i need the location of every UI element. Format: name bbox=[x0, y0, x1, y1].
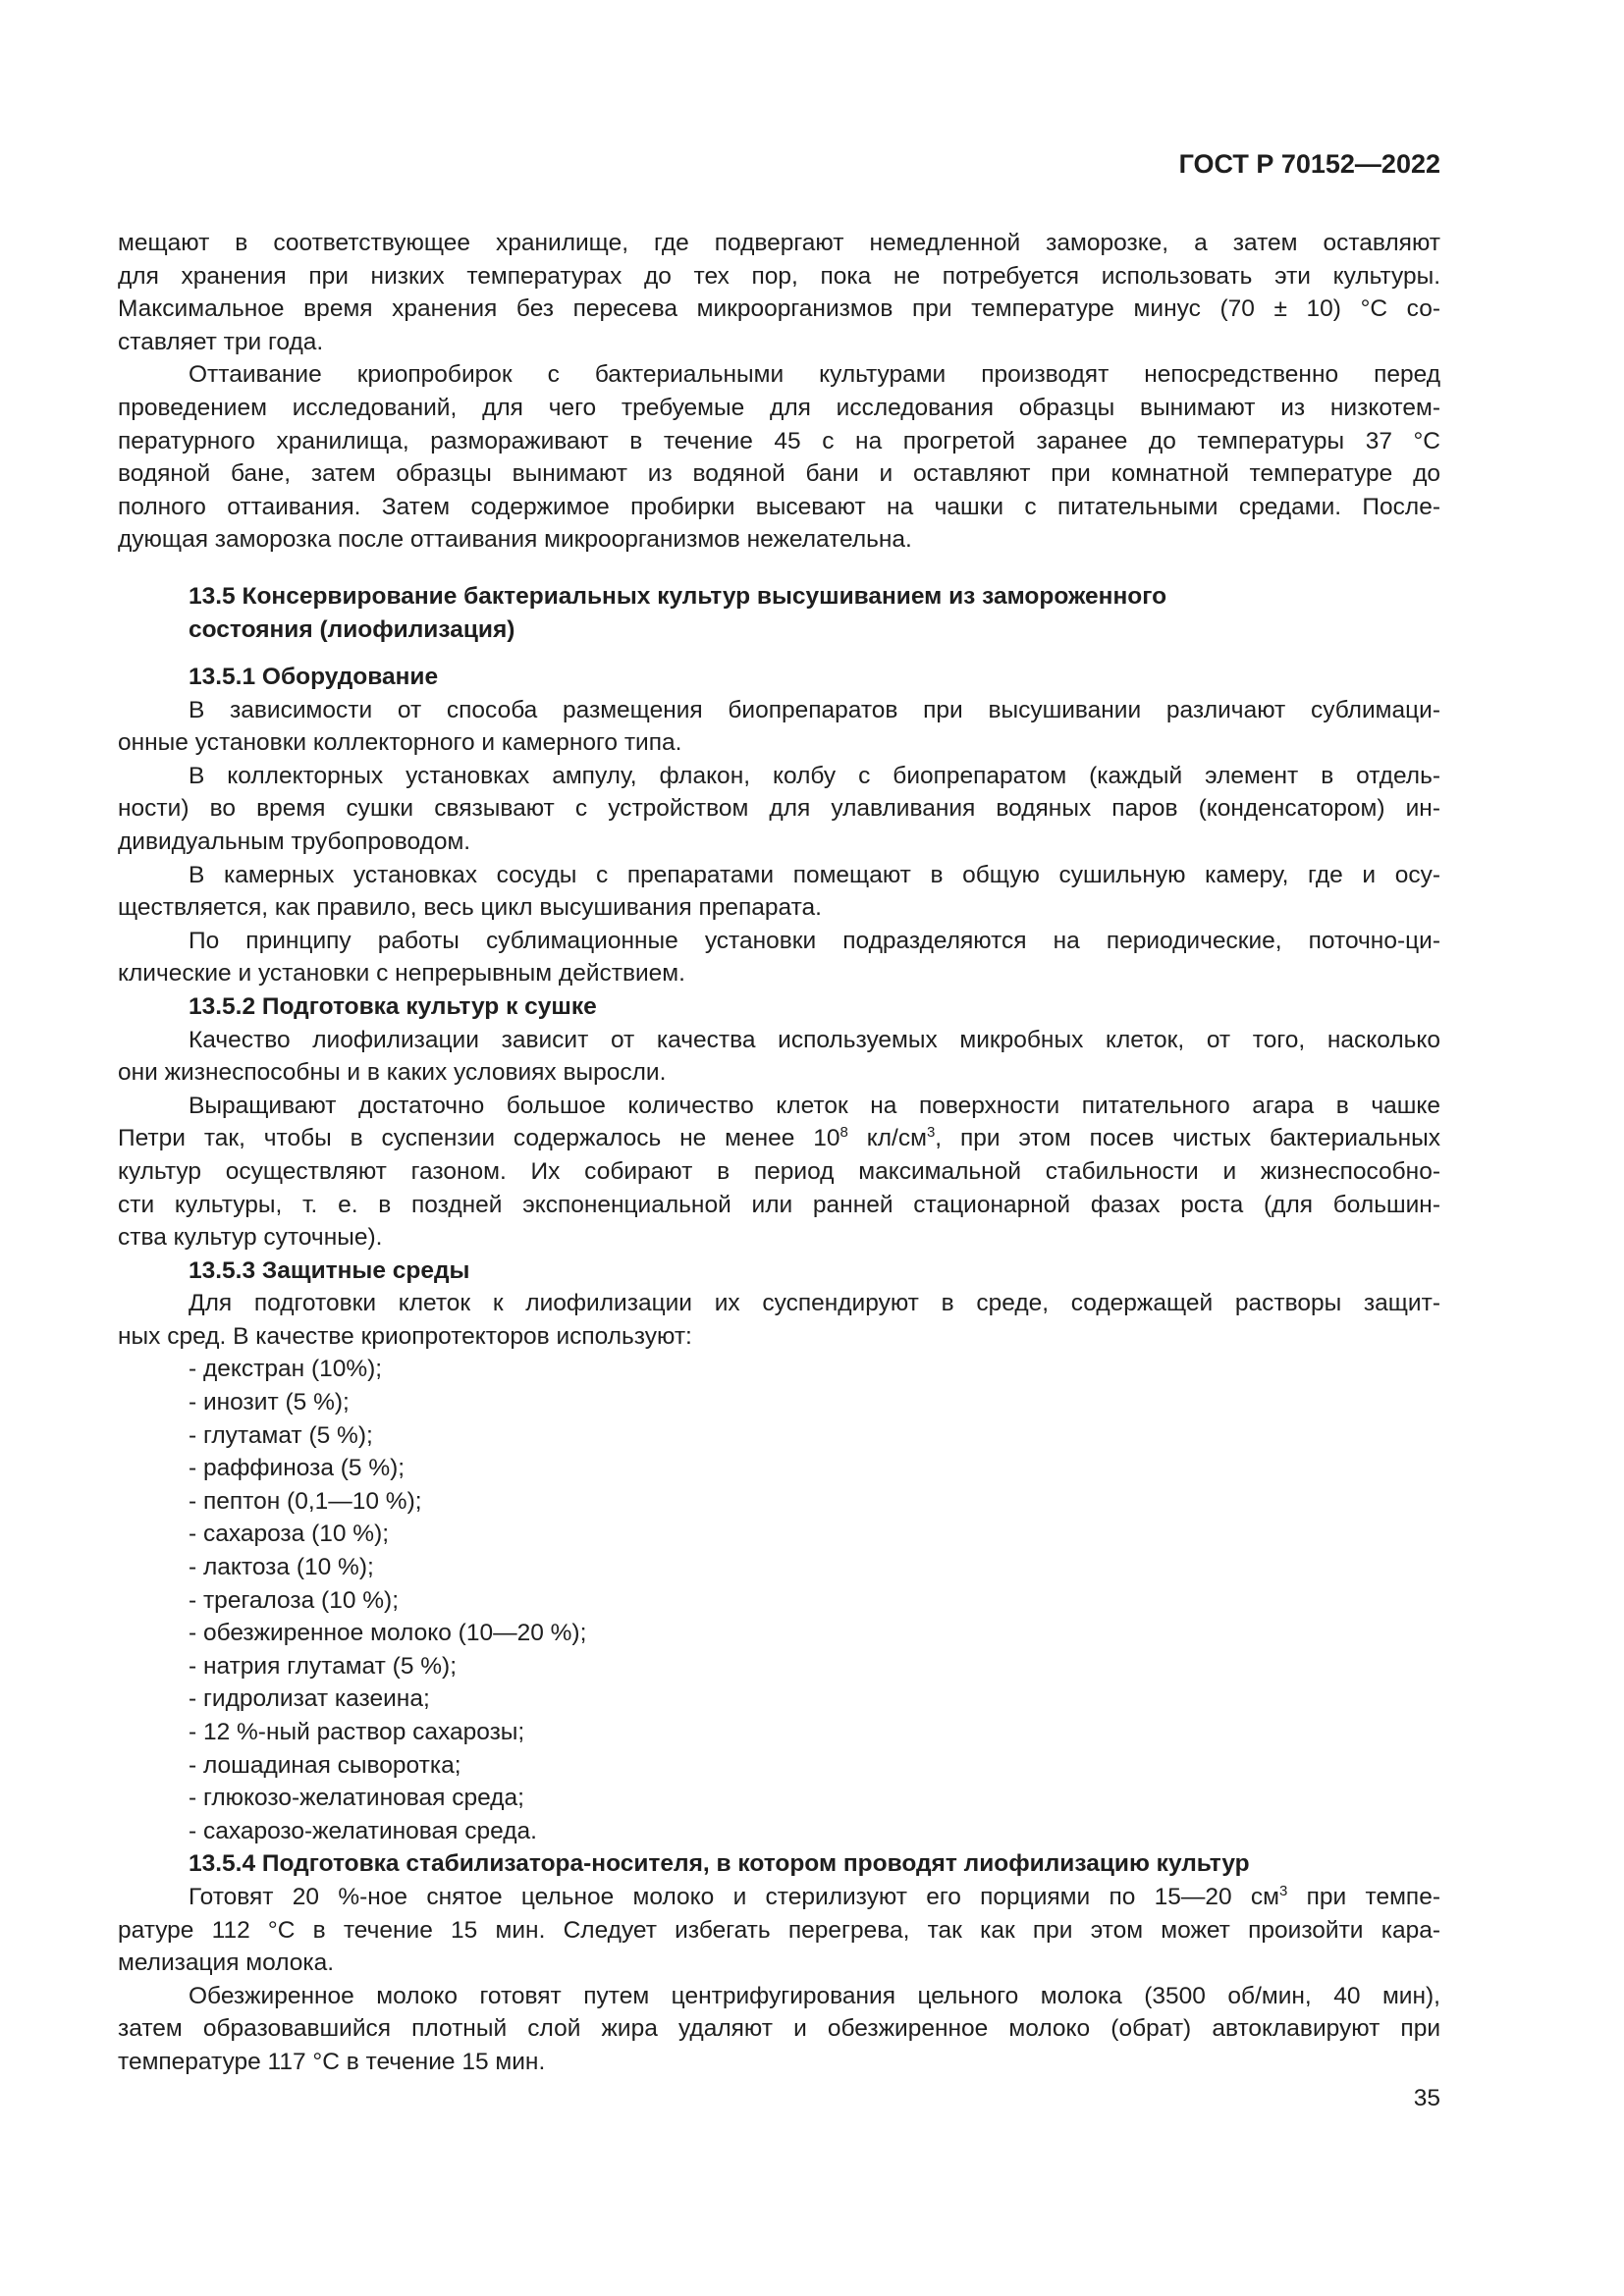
text-line: Выращивают достаточно большое количество клеток на поверхности питательного агара в чашке bbox=[189, 1092, 1440, 1119]
paragraph bbox=[118, 1024, 1440, 1090]
paragraph bbox=[118, 358, 1440, 557]
text-line: В камерных установках сосуды с препаратами помещают в общую сушильную камеру, где и осу- bbox=[189, 861, 1440, 888]
text-line: ности) во время сушки связывают с устройством для улавливания водяных паров (конденсатором) ин- bbox=[118, 795, 1440, 823]
text-line: ществляется, как правило, весь цикл высушивания препарата. bbox=[118, 894, 822, 922]
paragraph bbox=[118, 859, 1440, 925]
text-run: Петри так, чтобы в суспензии содержалось не менее 10 bbox=[118, 1125, 840, 1152]
paragraph bbox=[118, 1287, 1440, 1353]
text-line: Максимальное время хранения без пересева микроорганизмов при температуре минус (70 ± 10) °С со- bbox=[118, 295, 1440, 323]
list-item bbox=[118, 1584, 1440, 1618]
text-line: - пептон (0,1—10 %); bbox=[189, 1487, 422, 1515]
text-line: - гидролизат казеина; bbox=[189, 1685, 430, 1713]
text-line: Качество лиофилизации зависит от качества используемых микробных клеток, от того, насколько bbox=[189, 1026, 1440, 1053]
text-line: - глюкозо-желатиновая среда; bbox=[189, 1785, 524, 1812]
section-heading bbox=[118, 1255, 1440, 1288]
text-line: - лошадиная сыворотка; bbox=[189, 1751, 461, 1779]
section-heading bbox=[118, 990, 1440, 1024]
text-line: 13.5 Консервирование бактериальных культур высушиванием из замороженного bbox=[189, 583, 1167, 610]
page-number: 35 bbox=[1413, 2085, 1440, 2111]
text-line: дивидуальным трубопроводом. bbox=[118, 828, 471, 855]
paragraph bbox=[118, 925, 1440, 990]
text-line: проведением исследований, для чего требуемые для исследования образцы вынимают из низкотем- bbox=[118, 394, 1440, 421]
text-line bbox=[118, 1881, 1440, 1914]
paragraph bbox=[118, 1980, 1440, 2079]
text-line: - трегалоза (10 %); bbox=[189, 1586, 400, 1614]
text-line: ратуре 112 °С в течение 15 мин. Следует избегать перегрева, так как при этом может произойти кара- bbox=[118, 1916, 1440, 1944]
text-line: ставляет три года. bbox=[118, 328, 324, 355]
list-item bbox=[118, 1419, 1440, 1453]
superscript: 3 bbox=[926, 1124, 936, 1142]
text-line: В коллекторных установках ампулу, флакон, колбу с биопрепаратом (каждый элемент в отдель- bbox=[189, 762, 1440, 789]
text-line: - декстран (10%); bbox=[189, 1356, 383, 1383]
list-item bbox=[118, 1485, 1440, 1519]
list-item bbox=[118, 1782, 1440, 1815]
text-line: - сахароза (10 %); bbox=[189, 1521, 390, 1548]
list-item bbox=[118, 1353, 1440, 1386]
list-item bbox=[118, 1815, 1440, 1848]
list-item bbox=[118, 1518, 1440, 1551]
text-line: В зависимости от способа размещения биопрепаратов при высушивании различают сублимаци- bbox=[189, 696, 1440, 723]
text-line: - 12 %-ный раствор сахарозы; bbox=[189, 1719, 525, 1745]
section-13-5-heading bbox=[118, 580, 1440, 646]
text-line: - глутамат (5 %); bbox=[189, 1421, 373, 1449]
text-line: - обезжиренное молоко (10—20 %); bbox=[189, 1620, 587, 1647]
section-heading bbox=[118, 580, 1440, 646]
paragraph bbox=[118, 760, 1440, 859]
text-line: полного оттаивания. Затем содержимое пробирки высевают на чашки с питательными средами. После- bbox=[118, 493, 1440, 520]
text-line: культур осуществляют газоном. Их собирают в период максимальной стабильности и жизнеспособно- bbox=[118, 1157, 1440, 1185]
section-heading bbox=[118, 661, 1440, 694]
text-line: мещают в соответствующее хранилище, где подвергают немедленной заморозке, а затем оставляют bbox=[118, 230, 1440, 256]
text-run: при темпе- bbox=[1287, 1883, 1440, 1910]
text-line: пературного хранилища, размораживают в течение 45 с на прогретой заранее до температуры 37 °С bbox=[118, 427, 1440, 454]
text-line: водяной бане, затем образцы вынимают из водяной бани и оставляют при комнатной температуре до bbox=[118, 460, 1440, 488]
list-item bbox=[118, 1452, 1440, 1485]
text-run: Готовят 20 %-ное снятое цельное молоко и стерилизуют его порциями по 15—20 см bbox=[189, 1883, 1280, 1910]
text-line: сти культуры, т. е. в поздней экспоненциальной или ранней стационарной фазах роста (для большин- bbox=[118, 1191, 1440, 1218]
section-storage-text bbox=[118, 227, 1440, 557]
paragraph bbox=[118, 1090, 1440, 1255]
text-line: Обезжиренное молоко готовят путем центрифугирования цельного молока (3500 об/мин, 40 мин), bbox=[189, 1982, 1440, 2009]
text-line: онные установки коллекторного и камерного типа. bbox=[118, 729, 682, 757]
text-line: 13.5.1 Оборудование bbox=[189, 664, 439, 690]
text-line: мелизация молока. bbox=[118, 1949, 335, 1977]
text-line: - сахарозо-желатиновая среда. bbox=[189, 1817, 537, 1844]
list-item bbox=[118, 1716, 1440, 1749]
text-line: - раффиноза (5 %); bbox=[189, 1455, 406, 1482]
text-line: 13.5.3 Защитные среды bbox=[189, 1256, 470, 1284]
superscript: 3 bbox=[1279, 1882, 1288, 1899]
text-line: - инозит (5 %); bbox=[189, 1389, 350, 1416]
text-line: 13.5.2 Подготовка культур к сушке bbox=[189, 992, 597, 1020]
list-item bbox=[118, 1682, 1440, 1716]
text-line: Оттаивание криопробирок с бактериальными культурами производят непосредственно перед bbox=[189, 361, 1440, 389]
section-13-5-body bbox=[118, 661, 1440, 2079]
text-line: они жизнеспособны и в каких условиях выросли. bbox=[118, 1059, 667, 1087]
text-line: затем образовавшийся плотный слой жира удаляют и обезжиренное молоко (обрат) автоклавируют при bbox=[118, 2015, 1440, 2043]
text-line: клические и установки с непрерывным действием. bbox=[118, 960, 685, 988]
text-line: температуре 117 °С в течение 15 мин. bbox=[118, 2048, 546, 2075]
text-line: дующая заморозка после оттаивания микроорганизмов нежелательна. bbox=[118, 526, 912, 554]
text-run: , при этом посев чистых бактериальных bbox=[935, 1125, 1440, 1152]
document-code-header: ГОСТ Р 70152—2022 bbox=[1178, 149, 1440, 179]
list-item bbox=[118, 1551, 1440, 1584]
text-line: ства культур суточные). bbox=[118, 1224, 383, 1252]
list-item bbox=[118, 1650, 1440, 1683]
text-line: - натрия глутамат (5 %); bbox=[189, 1652, 458, 1680]
paragraph bbox=[118, 227, 1440, 358]
text-line: По принципу работы сублимационные установки подразделяются на периодические, поточно-ци- bbox=[189, 927, 1440, 954]
text-line bbox=[118, 1122, 1440, 1155]
section-heading bbox=[118, 1847, 1440, 1881]
text-line: состояния (лиофилизация) bbox=[189, 615, 515, 643]
text-line: Для подготовки клеток к лиофилизации их суспендируют в среде, содержащей растворы защит- bbox=[189, 1290, 1440, 1317]
paragraph bbox=[118, 694, 1440, 760]
text-line: для хранения при низких температурах до тех пор, пока не потребуется использовать эти культуры. bbox=[118, 262, 1440, 290]
list-item bbox=[118, 1617, 1440, 1650]
paragraph bbox=[118, 1881, 1440, 1980]
list-item bbox=[118, 1386, 1440, 1419]
text-line: 13.5.4 Подготовка стабилизатора-носителя, в котором проводят лиофилизацию культур bbox=[189, 1850, 1250, 1878]
text-line: ных сред. В качестве криопротекторов используют: bbox=[118, 1322, 692, 1350]
text-run: кл/см bbox=[847, 1125, 927, 1152]
text-line: - лактоза (10 %); bbox=[189, 1554, 374, 1581]
superscript: 8 bbox=[839, 1124, 848, 1142]
list-item bbox=[118, 1749, 1440, 1783]
